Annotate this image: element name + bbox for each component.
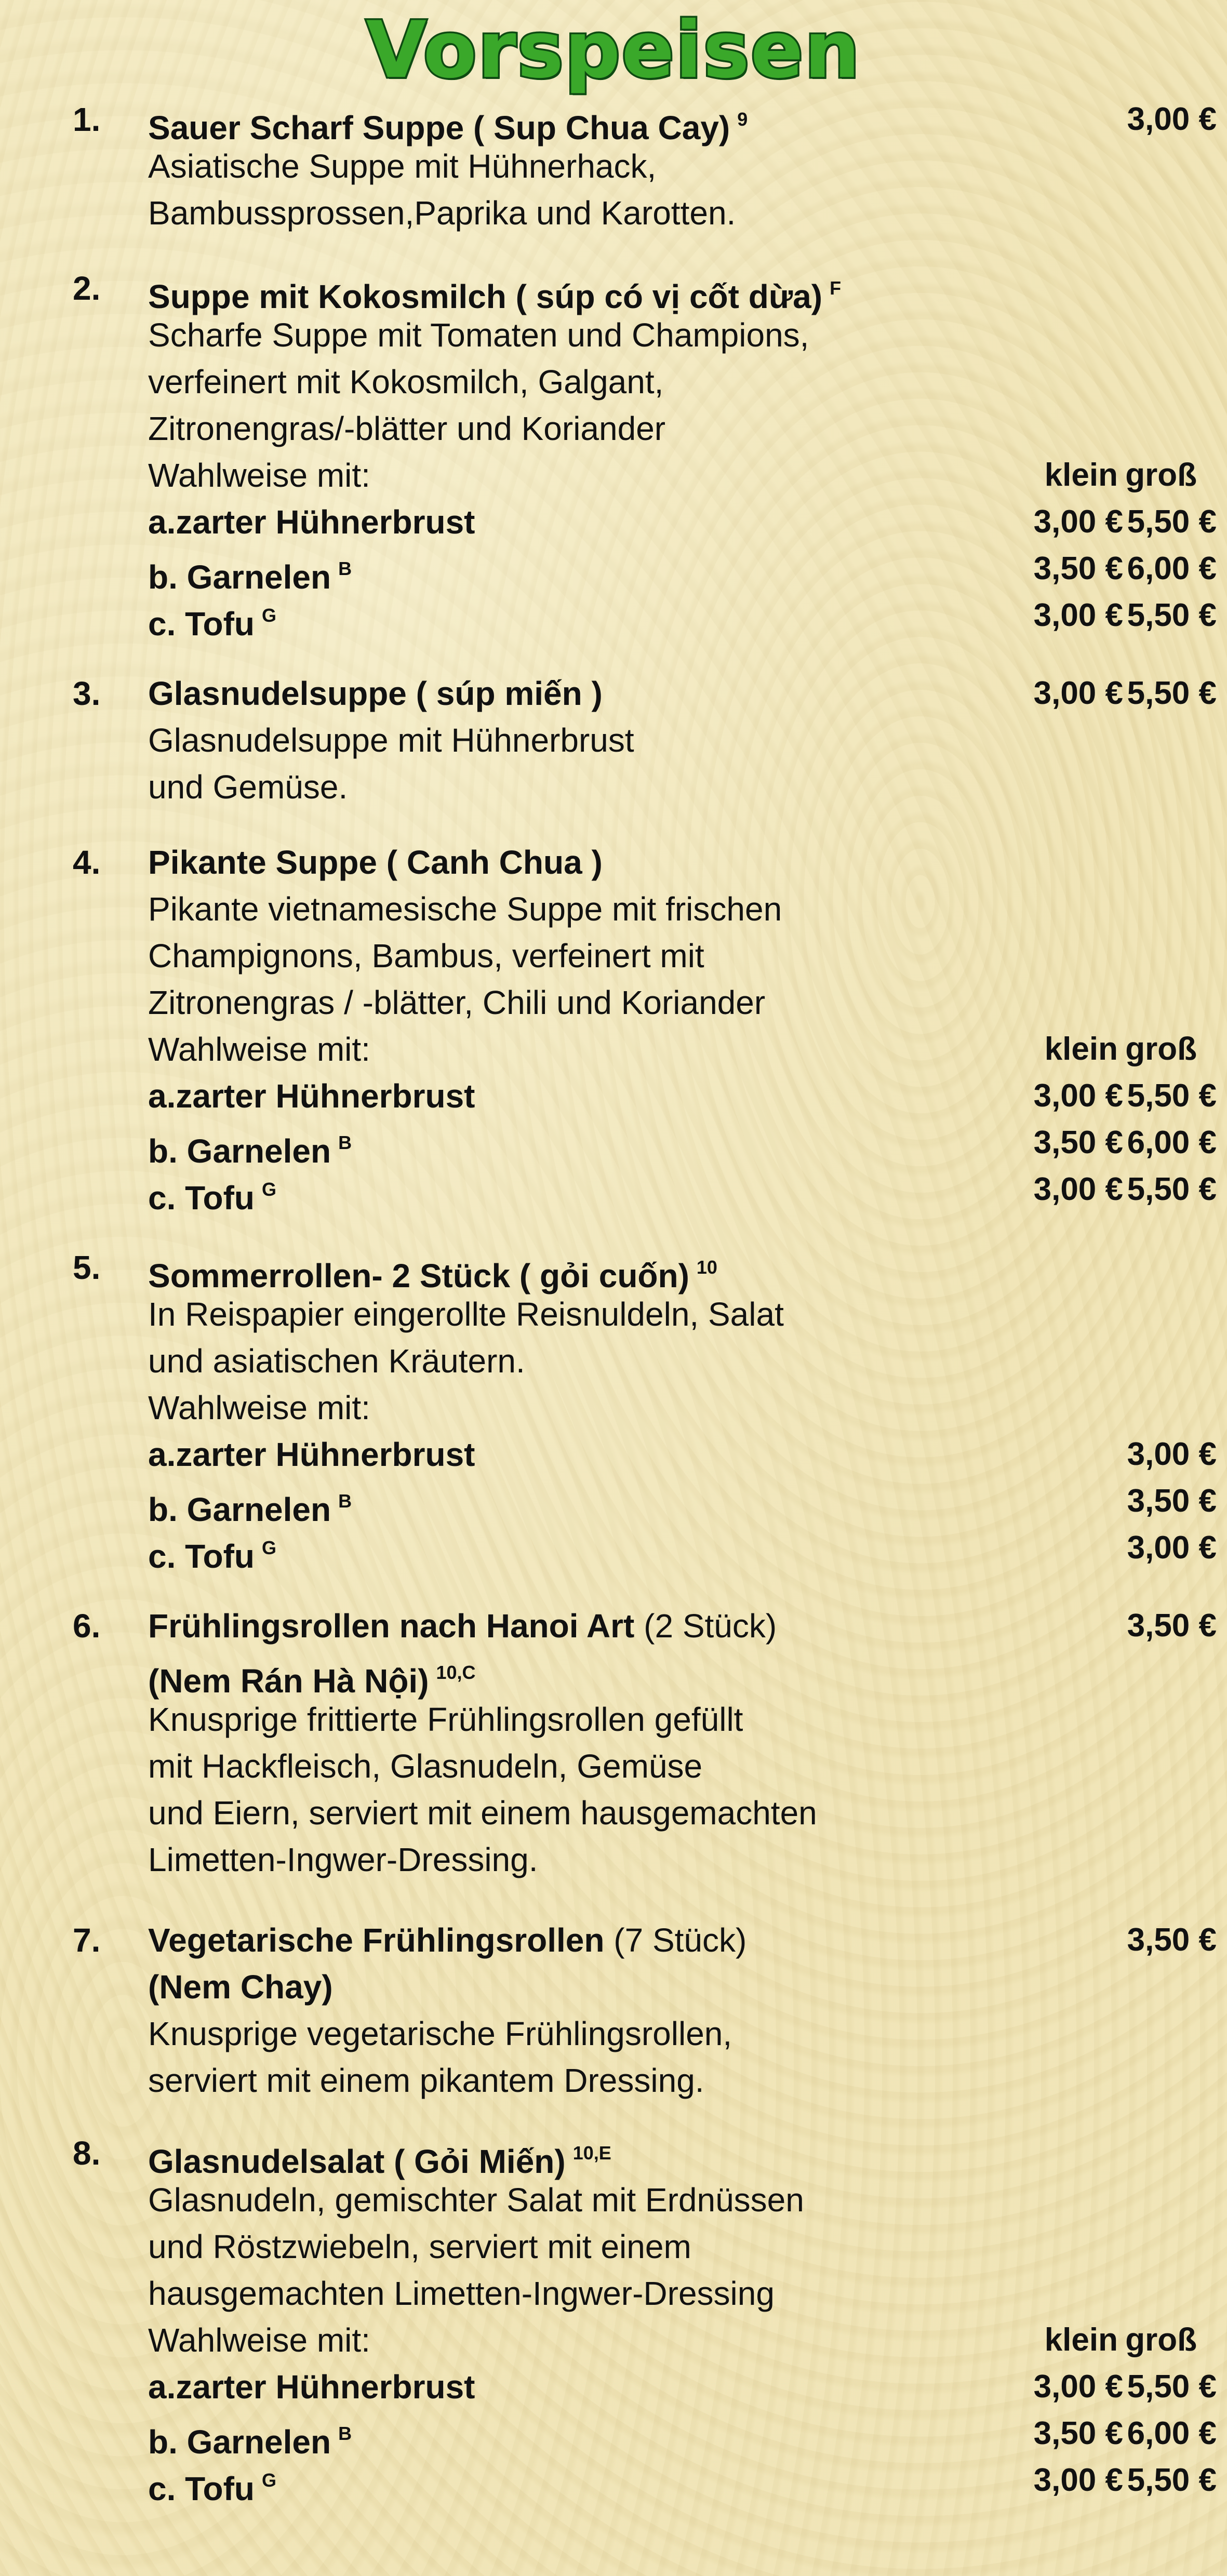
option-label: c. Tofu [148, 1538, 255, 1575]
option-label: a.zarter Hühnerbrust [148, 1436, 475, 1473]
option-price-small: 3,50 € [1033, 2415, 1123, 2451]
option-price-large: 5,50 € [1127, 1078, 1217, 1114]
option-price: 3,00 € [1127, 1436, 1217, 1472]
item-description: Zitronengras / -blätter, Chili und Koriander [148, 984, 766, 1021]
option-row [0, 1525, 1227, 1575]
option-row [0, 1166, 1227, 1217]
option-label: c. Tofu [148, 1179, 255, 1217]
option-label: b. Garnelen [148, 1491, 331, 1528]
item-number: 4. [73, 844, 101, 881]
item-name: Vegetarische Frühlingsrollen [148, 1921, 605, 1959]
item-description: Knusprige vegetarische Frühlingsrollen, [148, 2015, 732, 2052]
item-number: 6. [73, 1607, 101, 1645]
menu-item-5 [0, 1244, 1227, 1575]
allergen-code: 10 [696, 1257, 717, 1278]
allergen-code: G [262, 605, 277, 626]
item-description: und Röstzwiebeln, serviert mit einem [148, 2228, 691, 2265]
option-label: b. Garnelen [148, 1132, 331, 1170]
item-name: Glasnudelsuppe ( súp miến ) [148, 675, 603, 712]
option-price-small: 3,00 € [1033, 2369, 1123, 2405]
item-quantity: (7 Stück) [614, 1921, 747, 1959]
choice-label: Wahlweise mit: [148, 1031, 370, 1068]
option-price: 3,50 € [1127, 1483, 1217, 1519]
item-name: Suppe mit Kokosmilch ( súp có vị cốt dừa) [148, 278, 823, 315]
allergen-code: B [338, 1132, 352, 1153]
item-description: In Reispapier eingerollte Reisnuldeln, Salat [148, 1296, 784, 1333]
menu-item-8 [0, 2130, 1227, 2507]
item-subname: (Nem Chay) [148, 1968, 333, 2006]
option-label: b. Garnelen [148, 558, 331, 596]
option-row [0, 1073, 1227, 1119]
item-description: verfeinert mit Kokosmilch, Galgant, [148, 363, 664, 401]
item-price: 3,50 € [1127, 1608, 1217, 1644]
item-price-small: 3,00 € [1033, 675, 1123, 711]
option-row [0, 2410, 1227, 2461]
item-description: Pikante vietnamesische Suppe mit frischen [148, 890, 782, 928]
option-row [0, 2457, 1227, 2507]
item-description: und Gemüse. [148, 768, 348, 806]
allergen-code: B [338, 558, 352, 579]
item-subname: (Nem Rán Hà Nội) [148, 1662, 429, 1700]
item-description: hausgemachten Limetten-Ingwer-Dressing [148, 2275, 775, 2312]
item-description: und Eiern, serviert mit einem hausgemachten [148, 1794, 817, 1832]
option-price-small: 3,00 € [1033, 2462, 1123, 2498]
option-price-small: 3,00 € [1033, 597, 1123, 633]
item-number: 1. [73, 101, 101, 138]
option-label: a.zarter Hühnerbrust [148, 1077, 475, 1115]
option-label: a.zarter Hühnerbrust [148, 2368, 475, 2406]
option-price-large: 6,00 € [1127, 551, 1217, 586]
size-small-header: klein [1044, 457, 1118, 493]
page-title: Vorspeisen [366, 5, 861, 96]
option-price-large: 5,50 € [1127, 1171, 1217, 1207]
menu-item-7 [0, 1917, 1227, 2104]
item-description: mit Hackfleisch, Glasnudeln, Gemüse [148, 1747, 703, 1785]
item-number: 8. [73, 2134, 101, 2172]
option-label: b. Garnelen [148, 2423, 331, 2461]
option-price-large: 6,00 € [1127, 2415, 1217, 2451]
item-number: 7. [73, 1921, 101, 1959]
item-description: Glasnudelsuppe mit Hühnerbrust [148, 722, 634, 759]
item-description: Champignons, Bambus, verfeinert mit [148, 937, 704, 975]
option-row [0, 1119, 1227, 1170]
allergen-code: F [830, 277, 842, 299]
option-row [0, 545, 1227, 596]
option-price-small: 3,50 € [1033, 551, 1123, 586]
option-price-large: 5,50 € [1127, 597, 1217, 633]
option-price-large: 5,50 € [1127, 504, 1217, 540]
item-number: 5. [73, 1249, 101, 1286]
item-name: Sauer Scharf Suppe ( Sup Chua Cay) [148, 109, 730, 146]
option-price-small: 3,50 € [1033, 1125, 1123, 1160]
option-price-small: 3,00 € [1033, 1171, 1123, 1207]
choice-label: Wahlweise mit: [148, 1389, 370, 1426]
option-row [0, 499, 1227, 545]
option-row [0, 1478, 1227, 1528]
option-price: 3,00 € [1127, 1530, 1217, 1566]
item-description: Knusprige frittierte Frühlingsrollen gefüllt [148, 1701, 743, 1738]
item-name: Sommerrollen- 2 Stück ( gỏi cuốn) [148, 1257, 689, 1294]
item-description: Bambussprossen,Paprika und Karotten. [148, 194, 736, 232]
option-price-large: 5,50 € [1127, 2462, 1217, 2498]
item-name: Glasnudelsalat ( Gỏi Miến) [148, 2143, 566, 2180]
choice-label: Wahlweise mit: [148, 2321, 370, 2359]
menu-item-2 [0, 265, 1227, 643]
item-description: Glasnudeln, gemischter Salat mit Erdnüssen [148, 2181, 804, 2219]
item-description: und asiatischen Kräutern. [148, 1342, 525, 1380]
size-large-header: groß [1125, 1031, 1197, 1067]
option-label: c. Tofu [148, 605, 255, 643]
option-row [0, 592, 1227, 643]
size-large-header: groß [1125, 457, 1197, 493]
option-label: c. Tofu [148, 2470, 255, 2507]
item-price: 3,50 € [1127, 1922, 1217, 1958]
size-small-header: klein [1044, 2322, 1118, 2358]
item-price-large: 5,50 € [1127, 675, 1217, 711]
allergen-code: B [338, 2423, 352, 2444]
menu-item-3 [0, 670, 1227, 810]
menu-item-6 [0, 1603, 1227, 1883]
item-name: Pikante Suppe ( Canh Chua ) [148, 844, 603, 881]
item-price: 3,00 € [1127, 101, 1217, 137]
menu-item-4 [0, 839, 1227, 1217]
item-description: Zitronengras/-blätter und Koriander [148, 410, 666, 447]
item-description: serviert mit einem pikantem Dressing. [148, 2062, 704, 2099]
allergen-code: 9 [737, 109, 748, 130]
allergen-code: G [262, 1179, 277, 1200]
option-row [0, 2364, 1227, 2410]
allergen-code: 10,E [572, 2142, 611, 2164]
item-number: 2. [73, 270, 101, 307]
allergen-code: G [262, 1537, 277, 1558]
option-row [0, 1431, 1227, 1478]
menu-item-1 [0, 96, 1227, 236]
item-description: Limetten-Ingwer-Dressing. [148, 1841, 538, 1878]
allergen-code: B [338, 1490, 352, 1512]
option-price-small: 3,00 € [1033, 504, 1123, 540]
allergen-code: G [262, 2470, 277, 2491]
item-description: Asiatische Suppe mit Hühnerhack, [148, 148, 657, 185]
item-description: Scharfe Suppe mit Tomaten und Champions, [148, 316, 809, 354]
option-price-small: 3,00 € [1033, 1078, 1123, 1114]
size-small-header: klein [1044, 1031, 1118, 1067]
item-name: Frühlingsrollen nach Hanoi Art [148, 1607, 635, 1645]
option-price-large: 6,00 € [1127, 1125, 1217, 1160]
item-quantity: (2 Stück) [644, 1607, 777, 1645]
size-large-header: groß [1125, 2322, 1197, 2358]
item-number: 3. [73, 675, 101, 712]
choice-label: Wahlweise mit: [148, 457, 370, 494]
option-price-large: 5,50 € [1127, 2369, 1217, 2405]
allergen-code: 10,C [436, 1662, 476, 1683]
option-label: a.zarter Hühnerbrust [148, 503, 475, 541]
